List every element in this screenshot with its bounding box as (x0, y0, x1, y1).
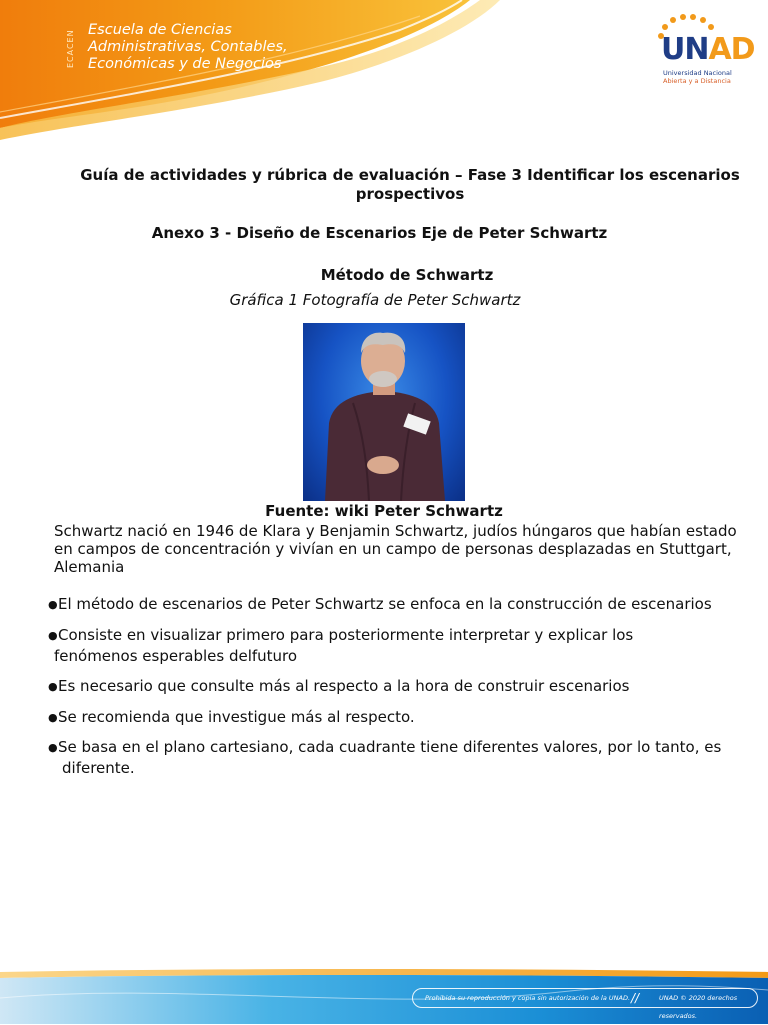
method-heading: Método de Schwartz (320, 266, 494, 284)
peter-schwartz-photo (303, 323, 465, 501)
school-name-line-2: Administrativas, Contables, (88, 39, 288, 55)
list-item: ●Es necesario que consulte más al respecto a la hora de construir escenarios (48, 677, 630, 695)
school-name-line-1: Escuela de Ciencias (88, 22, 232, 38)
page-header (0, 0, 768, 140)
school-name (88, 22, 288, 73)
logo-subtitle: Universidad Nacional Abierta y a Distancia (663, 69, 732, 85)
annex-heading: Anexo 3 - Diseño de Escenarios Eje de Peter Schwartz (151, 224, 608, 242)
bullet-icon: ● (48, 741, 58, 754)
footer-separator: // (631, 991, 640, 1005)
list-item: ●El método de escenarios de Peter Schwartz se enfoca en la construcción de escenarios (48, 595, 712, 613)
figure-caption: Gráfica 1 Fotografía de Peter Schwartz (229, 291, 521, 309)
bullet-icon: ● (48, 598, 58, 611)
photo-source: Fuente: wiki Peter Schwartz (265, 502, 503, 520)
bullet-icon: ● (48, 680, 58, 693)
copyright-notice: UNAD © 2020 derechos reservados. (659, 994, 738, 1020)
footer-notice-box (412, 988, 758, 1020)
document-title-line-1: Guía de actividades y rúbrica de evaluación – Fase 3 Identificar los escenarios (80, 166, 740, 184)
school-badge: ECACEN (66, 29, 75, 69)
document-title-line-2: prospectivos (355, 185, 465, 203)
list-item: ●Se basa en el plano cartesiano, cada cuadrante tiene diferentes valores, por lo tanto, es diferente. (48, 738, 722, 777)
portrait-illustration (303, 323, 465, 501)
unad-logo (655, 14, 755, 84)
copy-notice: Prohibida su reproducción y copia sin autorización de la UNAD. (425, 994, 631, 1002)
list-item: ●Consiste en visualizar primero para posteriormente interpretar y explicar los fenómenos esperables delfuturo (48, 626, 634, 665)
bullet-icon: ● (48, 629, 58, 642)
logo-word: UNAD (661, 32, 755, 67)
school-name-line-3: Económicas y de Negocios (88, 56, 282, 72)
biography-paragraph: Schwartz nació en 1946 de Klara y Benjamin Schwartz, judíos húngaros que habían estado en campos de concentración y vivían en un campo de personas desplazadas en Stuttgart, Alemania (54, 522, 737, 576)
page-footer (0, 968, 768, 1024)
bullet-icon: ● (48, 711, 58, 724)
list-item: ●Se recomienda que investigue más al respecto. (48, 708, 415, 726)
document-title (60, 166, 760, 204)
